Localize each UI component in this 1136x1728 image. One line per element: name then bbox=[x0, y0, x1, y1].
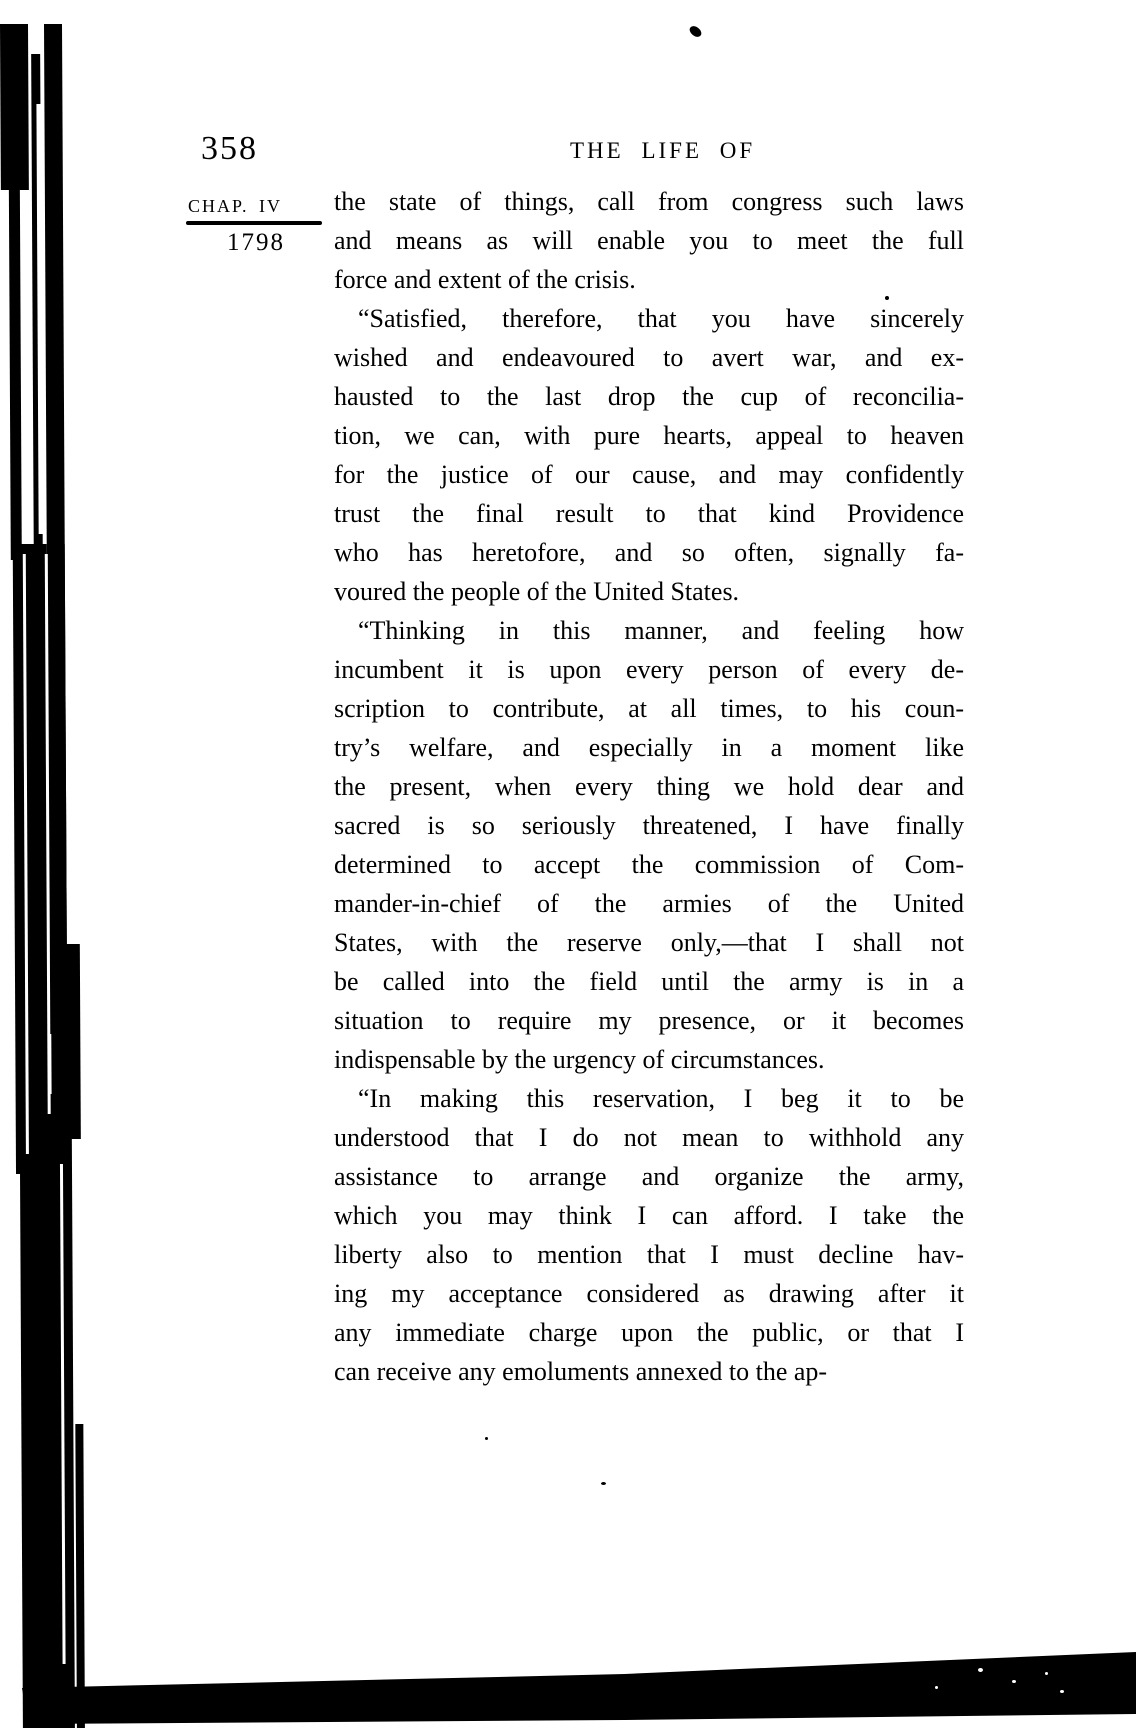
text-line: ing my acceptance considered as drawing after it bbox=[334, 1279, 964, 1308]
scan-bar-speck bbox=[1060, 1690, 1064, 1693]
scan-bar-speck bbox=[978, 1668, 983, 1672]
page-number: 358 bbox=[201, 130, 258, 167]
sidenote-year: 1798 bbox=[227, 229, 285, 256]
sidenote-rule-divider bbox=[186, 221, 322, 225]
text-line: which you may think I can afford. I take the bbox=[334, 1201, 964, 1230]
text-line: “In making this reservation, I beg it to be bbox=[358, 1084, 964, 1113]
scan-bar-speck bbox=[1012, 1680, 1016, 1683]
text-line: try’s welfare, and especially in a moment like bbox=[334, 733, 964, 762]
text-line: be called into the field until the army is in a bbox=[334, 967, 964, 996]
scan-streak bbox=[75, 1424, 85, 1728]
text-line: wished and endeavoured to avert war, and ex- bbox=[334, 343, 964, 372]
text-line: trust the final result to that kind Providence bbox=[334, 499, 964, 528]
text-line: understood that I do not mean to withhold any bbox=[334, 1123, 964, 1152]
text-line: incumbent it is upon every person of every de- bbox=[334, 655, 964, 684]
scan-bar-speck bbox=[935, 1686, 938, 1689]
ink-speck bbox=[485, 1437, 488, 1440]
text-line: force and extent of the crisis. bbox=[334, 265, 636, 294]
text-line: hausted to the last drop the cup of reconcilia- bbox=[334, 382, 964, 411]
text-line: the state of things, call from congress such laws bbox=[334, 187, 964, 216]
scan-streak bbox=[20, 1094, 75, 1728]
text-line: for the justice of our cause, and may confidently bbox=[334, 460, 964, 489]
text-line: States, with the reserve only,—that I shall not bbox=[334, 928, 964, 957]
body-text bbox=[334, 182, 964, 1391]
text-line: sacred is so seriously threatened, I have finally bbox=[334, 811, 964, 840]
text-line: assistance to arrange and organize the army, bbox=[334, 1162, 964, 1191]
text-line: the present, when every thing we hold dear and bbox=[334, 772, 964, 801]
text-line: liberty also to mention that I must decline hav- bbox=[334, 1240, 964, 1269]
sidenote-chapter: CHAP. IV bbox=[188, 196, 283, 216]
text-line: and means as will enable you to meet the full bbox=[334, 226, 964, 255]
text-line: tion, we can, with pure hearts, appeal to heaven bbox=[334, 421, 964, 450]
ink-speck bbox=[601, 1482, 606, 1485]
text-line: mander-in-chief of the armies of the United bbox=[334, 889, 964, 918]
text-line: can receive any emoluments annexed to the ap- bbox=[334, 1357, 828, 1386]
text-line: situation to require my presence, or it becomes bbox=[334, 1006, 964, 1035]
scan-bar-speck bbox=[1045, 1672, 1048, 1675]
running-header: THE LIFE OF bbox=[570, 138, 756, 163]
scan-bottom-bar-artifact bbox=[0, 1640, 1136, 1728]
text-line: “Thinking in this manner, and feeling how bbox=[358, 616, 964, 645]
text-line: scription to contribute, at all times, to his coun- bbox=[334, 694, 964, 723]
text-line: who has heretofore, and so often, signally fa- bbox=[334, 538, 964, 567]
text-line: voured the people of the United States. bbox=[334, 577, 740, 606]
text-line: any immediate charge upon the public, or that I bbox=[334, 1318, 964, 1347]
text-line: “Satisfied, therefore, that you have sincerely bbox=[358, 304, 964, 333]
ink-speck bbox=[688, 24, 704, 39]
scan-gutter-artifact bbox=[0, 24, 93, 1728]
text-line: determined to accept the commission of Com- bbox=[334, 850, 964, 879]
scan-streak-gap bbox=[36, 104, 43, 534]
text-line: indispensable by the urgency of circumstances. bbox=[334, 1045, 825, 1074]
